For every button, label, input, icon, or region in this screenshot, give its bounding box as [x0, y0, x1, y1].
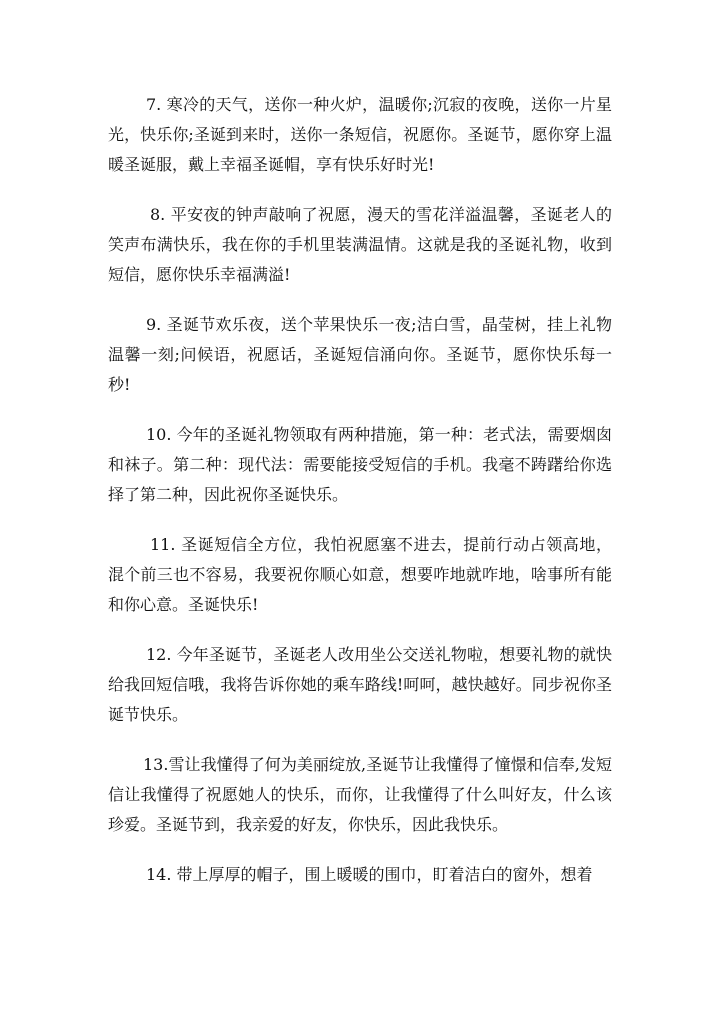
paragraph-14: 14. 带上厚厚的帽子，围上暖暖的围巾，盯着洁白的窗外，想着 [146, 865, 593, 884]
paragraph-7: 7. 寒冷的天气，送你一种火炉，温暖你;沉寂的夜晚，送你一片星光，快乐你;圣诞到来时，送你一条短信，祝愿你。圣诞节，愿你穿上温暖圣诞服，戴上幸福圣诞帽，享有快乐好时光! [108, 95, 612, 174]
paragraph-10: 10. 今年的圣诞礼物领取有两种措施，第一种：老式法，需要烟囱和袜子。第二种：现代法：需要能接受短信的手机。我毫不踌躇给你选择了第二种，因此祝你圣诞快乐。 [108, 425, 612, 504]
paragraph-13: 13.雪让我懂得了何为美丽绽放,圣诞节让我懂得了憧憬和信奉,发短信让我懂得了祝愿她人的快乐，而你，让我懂得了什么叫好友，什么该珍爱。圣诞节到，我亲爱的好友，你快乐，因此我快乐。 [108, 755, 612, 834]
paragraph-12: 12. 今年圣诞节，圣诞老人改用坐公交送礼物啦，想要礼物的就快给我回短信哦，我将告诉你她的乘车路线!呵呵，越快越好。同步祝你圣诞节快乐。 [108, 645, 612, 724]
document-body [108, 90, 612, 910]
paragraph-11: 11. 圣诞短信全方位，我怕祝愿塞不进去，提前行动占领高地，混个前三也不容易，我要祝你顺心如意，想要咋地就咋地，啥事所有能和你心意。圣诞快乐! [108, 535, 612, 614]
paragraph-8: 8. 平安夜的钟声敲响了祝愿，漫天的雪花洋溢温馨，圣诞老人的笑声布满快乐，我在你的手机里装满温情。这就是我的圣诞礼物，收到短信，愿你快乐幸福满溢! [108, 205, 612, 284]
paragraph-9: 9. 圣诞节欢乐夜，送个苹果快乐一夜;洁白雪，晶莹树，挂上礼物温馨一刻;问候语，祝愿话，圣诞短信涌向你。圣诞节，愿你快乐每一秒! [108, 315, 612, 394]
